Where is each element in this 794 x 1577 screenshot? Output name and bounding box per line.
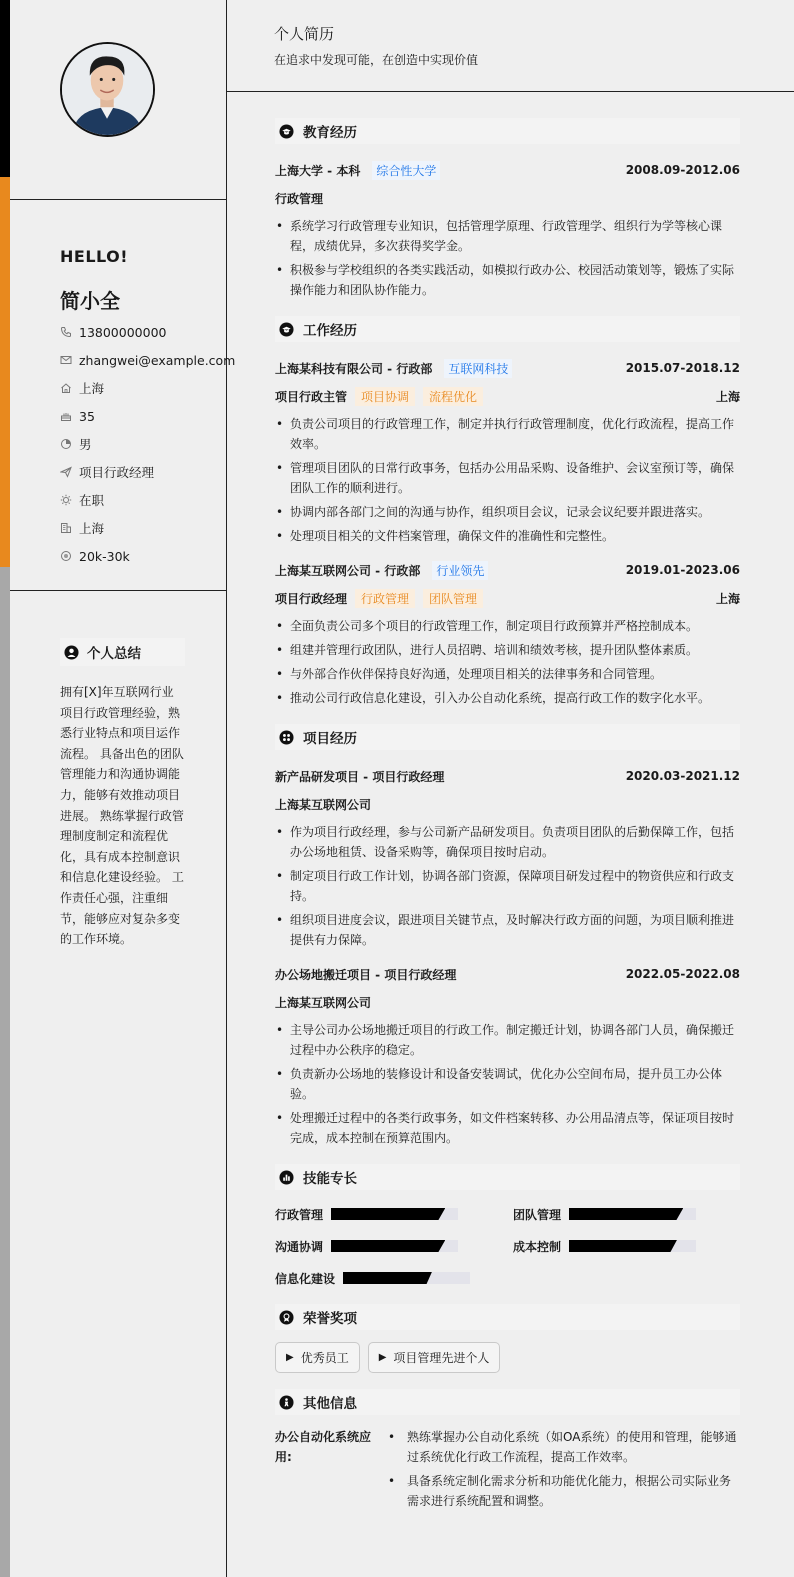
info-status bbox=[60, 486, 235, 514]
skill-name: 行政管理 bbox=[275, 1207, 324, 1222]
email-text: zhangwei@example.com bbox=[79, 352, 236, 368]
salary-text: 20k-30k bbox=[79, 548, 130, 564]
summary-heading bbox=[60, 638, 185, 666]
job-skill-tag: 团队管理 bbox=[423, 589, 483, 608]
skill-bar-fill bbox=[569, 1240, 677, 1252]
other-title: 其他信息 bbox=[303, 1396, 357, 1412]
project-name: 新产品研发项目 - 项目行政经理 bbox=[275, 769, 445, 784]
other-info bbox=[275, 1427, 740, 1515]
job-bullets bbox=[275, 616, 740, 708]
job-skill-tag: 流程优化 bbox=[423, 387, 483, 406]
status-icon bbox=[60, 494, 72, 506]
list-item: • 推动公司行政信息化建设，引入办公自动化系统，提高行政工作的数字化水平。 bbox=[275, 688, 740, 708]
honor-label: 项目管理先进个人 bbox=[393, 1351, 490, 1365]
sidebar-divider bbox=[10, 199, 227, 200]
list-item: • 组织项目进度会议，跟进项目关键节点，及时解决行政方面的问题，为项目顺利推进提供有力保障。 bbox=[275, 910, 740, 950]
other-heading bbox=[275, 1389, 740, 1415]
award-icon bbox=[279, 1310, 294, 1325]
age-text: 35 bbox=[79, 408, 95, 424]
skill-bar bbox=[343, 1272, 470, 1284]
job-tag: 互联网科技 bbox=[444, 359, 512, 378]
info-age bbox=[60, 402, 235, 430]
list-item: • 主导公司办公场地搬迁项目的行政工作。制定搬迁计划，协调各部门人员，确保搬迁过程中办公秩序的稳定。 bbox=[275, 1020, 740, 1060]
job-role-row bbox=[275, 382, 740, 410]
work-title: 工作经历 bbox=[303, 323, 357, 339]
list-item: • 管理项目团队的日常行政事务，包括办公用品采购、设备维护、会议室预订等，确保团队工作的顺利进行。 bbox=[275, 458, 740, 498]
list-item: • 积极参与学校组织的各类实践活动，如模拟行政办公、校园活动策划等，锻炼了实际操作能力和团队协作能力。 bbox=[275, 260, 740, 300]
skill-bar-fill bbox=[343, 1272, 432, 1284]
project-date: 2022.05-2022.08 bbox=[625, 967, 740, 981]
list-item: • 处理项目相关的文件档案管理，确保文件的准确性和完整性。 bbox=[275, 526, 740, 546]
job-city: 上海 bbox=[715, 591, 740, 606]
education-title: 教育经历 bbox=[303, 125, 357, 141]
education-date: 2008.09-2012.06 bbox=[625, 163, 740, 177]
honor-badge bbox=[275, 1342, 360, 1373]
project-company: 上海某互联网公司 bbox=[275, 797, 372, 812]
projects-title: 项目经历 bbox=[303, 731, 357, 747]
info-location bbox=[60, 374, 235, 402]
skill-item bbox=[275, 1234, 513, 1258]
skills-grid bbox=[275, 1202, 740, 1290]
job-role: 项目行政经理 bbox=[275, 591, 348, 606]
hello-heading: HELLO! bbox=[60, 247, 129, 266]
graduation-cap-icon bbox=[279, 124, 294, 139]
list-item: • 系统学习行政管理专业知识，包括管理学原理、行政管理学、组织行为学等核心课程，成绩优异，多次获得奖学金。 bbox=[275, 216, 740, 256]
honor-badge bbox=[368, 1342, 501, 1373]
project-date: 2020.03-2021.12 bbox=[625, 769, 740, 783]
email-icon bbox=[60, 354, 72, 366]
list-item: • 协调内部各部门之间的沟通与协作，组织项目会议，记录会议纪要并跟进落实。 bbox=[275, 502, 740, 522]
home-icon bbox=[60, 382, 72, 394]
job-role-row bbox=[275, 584, 740, 612]
list-item: • 全面负责公司多个项目的行政管理工作，制定项目行政预算并严格控制成本。 bbox=[275, 616, 740, 636]
education-school: 上海大学 - 本科 bbox=[275, 163, 361, 178]
list-item: • 熟练掌握办公自动化系统（如OA系统）的使用和管理，能够通过系统优化行政工作流程，提高工作效率。 bbox=[387, 1427, 740, 1467]
education-heading bbox=[275, 118, 740, 144]
job-skill-tag: 项目协调 bbox=[355, 387, 415, 406]
other-key: 办公自动化系统应用: bbox=[275, 1430, 372, 1464]
list-item: • 负责公司项目的行政管理工作，制定并执行行政管理制度，优化行政流程，提高工作效率。 bbox=[275, 414, 740, 454]
honors-title: 荣誉奖项 bbox=[303, 1311, 357, 1327]
job-row bbox=[275, 556, 740, 584]
skill-bar-fill bbox=[569, 1208, 683, 1220]
job-date: 2019.01-2023.06 bbox=[625, 563, 740, 577]
project-bullets bbox=[275, 822, 740, 950]
position-text: 项目行政经理 bbox=[79, 465, 155, 480]
skill-item bbox=[513, 1202, 740, 1226]
contact-info-list bbox=[60, 318, 235, 570]
job-company: 上海某互联网公司 - 行政部 bbox=[275, 563, 421, 578]
skill-item bbox=[275, 1266, 513, 1290]
skill-bar bbox=[331, 1208, 458, 1220]
sidebar-accent-orange bbox=[0, 177, 10, 567]
project-name: 办公场地搬迁项目 - 项目行政经理 bbox=[275, 967, 457, 982]
grid-icon bbox=[279, 730, 294, 745]
info-work-city bbox=[60, 514, 235, 542]
page-title: 个人简历 bbox=[274, 25, 335, 43]
project-company: 上海某互联网公司 bbox=[275, 995, 372, 1010]
project-row bbox=[275, 762, 740, 790]
list-item: • 组建并管理行政团队，进行人员招聘、培训和绩效考核，提升团队整体素质。 bbox=[275, 640, 740, 660]
skill-bar-fill bbox=[331, 1208, 445, 1220]
summary-text: 拥有[X]年互联网行业项目行政管理经验，熟悉行业特点和项目运作流程。 具备出色的团队管理能力和沟通协调能力，能够有效推动项目进展。 熟练掌握行政管理制度制定和流程优化，具有成本控制意识和信息化建设经验。 工作责任心强，注重细节，能够应对复杂多变的工作环境。 bbox=[60, 685, 184, 947]
main-content bbox=[275, 118, 740, 1515]
project-row bbox=[275, 960, 740, 988]
job-tag: 行业领先 bbox=[432, 561, 488, 580]
phone-icon bbox=[60, 326, 72, 338]
info-gender bbox=[60, 430, 235, 458]
sidebar-divider bbox=[10, 590, 227, 591]
play-icon: ▶ bbox=[286, 1352, 294, 1363]
job-role: 项目行政主管 bbox=[275, 389, 348, 404]
phone-text: 13800000000 bbox=[79, 324, 167, 340]
skill-name: 信息化建设 bbox=[275, 1271, 336, 1286]
skill-name: 成本控制 bbox=[513, 1239, 562, 1254]
job-skill-tag: 行政管理 bbox=[355, 589, 415, 608]
list-item: • 负责新办公场地的装修设计和设备安装调试，优化办公空间布局，提升员工办公体验。 bbox=[275, 1064, 740, 1104]
skills-heading bbox=[275, 1164, 740, 1190]
job-city: 上海 bbox=[715, 389, 740, 404]
briefcase-icon bbox=[279, 322, 294, 337]
avatar bbox=[60, 42, 155, 137]
work-heading bbox=[275, 316, 740, 342]
status-text: 在职 bbox=[79, 493, 105, 508]
salary-icon bbox=[60, 550, 72, 562]
skill-bar bbox=[569, 1208, 696, 1220]
sidebar bbox=[10, 0, 236, 1577]
skill-item bbox=[275, 1202, 513, 1226]
building-icon bbox=[60, 522, 72, 534]
honors-heading bbox=[275, 1304, 740, 1330]
skills-title: 技能专长 bbox=[303, 1171, 357, 1187]
list-item: • 作为项目行政经理，参与公司新产品研发项目。负责项目团队的后勤保障工作，包括办公场地租赁、设备采购等，确保项目按时启动。 bbox=[275, 822, 740, 862]
other-bullets bbox=[387, 1427, 740, 1515]
projects-heading bbox=[275, 724, 740, 750]
skill-name: 团队管理 bbox=[513, 1207, 562, 1222]
job-company: 上海某科技有限公司 - 行政部 bbox=[275, 361, 433, 376]
info-email bbox=[60, 346, 235, 374]
avatar-portrait-icon bbox=[62, 44, 153, 135]
info-phone bbox=[60, 318, 235, 346]
cake-icon bbox=[60, 410, 72, 422]
info-salary bbox=[60, 542, 235, 570]
send-icon bbox=[60, 466, 72, 478]
list-item: • 与外部合作伙伴保持良好沟通，处理项目相关的法律事务和合同管理。 bbox=[275, 664, 740, 684]
education-tag: 综合性大学 bbox=[372, 161, 440, 180]
job-date: 2015.07-2018.12 bbox=[625, 361, 740, 375]
location-text: 上海 bbox=[79, 381, 105, 396]
honors-list bbox=[275, 1342, 740, 1373]
skill-item bbox=[513, 1234, 740, 1258]
list-item: • 处理搬迁过程中的各类行政事务，如文件档案转移、办公用品清点等，保证项目按时完成，成本控制在预算范围内。 bbox=[275, 1108, 740, 1148]
summary-title: 个人总结 bbox=[87, 646, 141, 662]
bar-chart-icon bbox=[279, 1170, 294, 1185]
education-major: 行政管理 bbox=[275, 191, 324, 206]
skill-bar-fill bbox=[331, 1240, 445, 1252]
job-row bbox=[275, 354, 740, 382]
page-subtitle: 在追求中发现可能，在创造中实现价值 bbox=[274, 53, 479, 67]
gender-icon bbox=[60, 438, 72, 450]
education-row bbox=[275, 156, 740, 184]
gender-text: 男 bbox=[79, 437, 92, 452]
project-bullets bbox=[275, 1020, 740, 1148]
sidebar-accent-gray bbox=[0, 567, 10, 1577]
skill-bar bbox=[569, 1240, 696, 1252]
sidebar-accent-black bbox=[0, 0, 10, 177]
honor-label: 优秀员工 bbox=[300, 1351, 349, 1365]
page-header bbox=[227, 0, 794, 92]
play-icon: ▶ bbox=[378, 1352, 387, 1363]
list-item: • 制定项目行政工作计划，协调各部门资源，保障项目研发过程中的物资供应和行政支持。 bbox=[275, 866, 740, 906]
skill-name: 沟通协调 bbox=[275, 1239, 324, 1254]
info-position bbox=[60, 458, 235, 486]
job-bullets bbox=[275, 414, 740, 546]
education-bullets bbox=[275, 216, 740, 300]
profile-name: 简小全 bbox=[60, 289, 120, 313]
list-item: • 具备系统定制化需求分析和功能优化能力，根据公司实际业务需求进行系统配置和调整。 bbox=[387, 1471, 740, 1511]
people-icon bbox=[279, 1395, 294, 1410]
user-circle-icon bbox=[64, 645, 79, 660]
skill-bar bbox=[331, 1240, 458, 1252]
work-city-text: 上海 bbox=[79, 521, 105, 536]
